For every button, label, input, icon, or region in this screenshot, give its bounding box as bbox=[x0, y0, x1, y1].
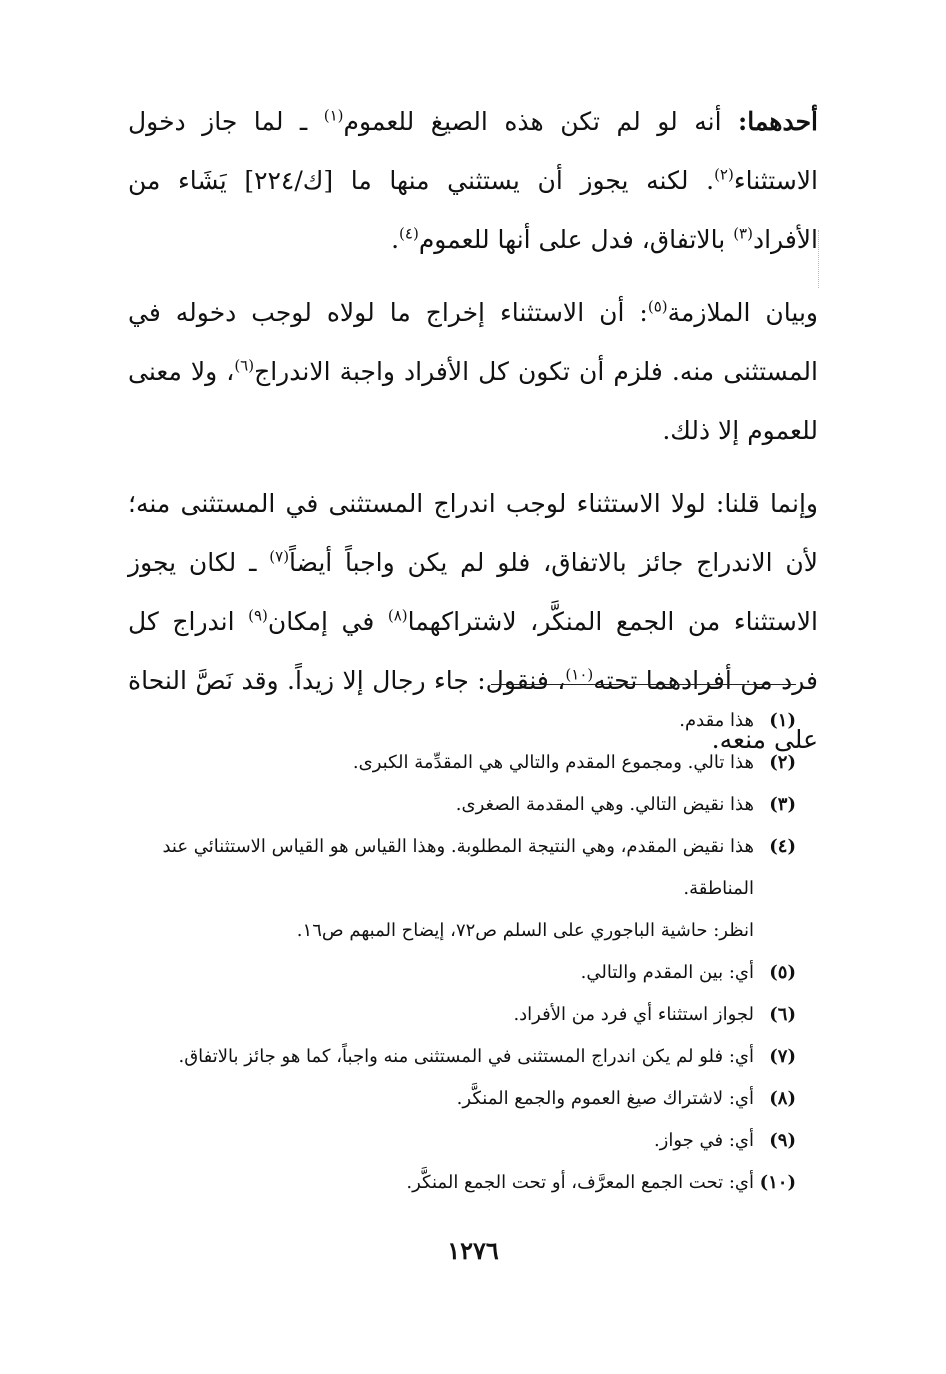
text-segment: . bbox=[391, 225, 400, 254]
text-segment: . لكنه يجوز أن يستثني منها ما bbox=[333, 166, 715, 195]
footnote-text: أي: بين المقدم والتالي. bbox=[580, 962, 754, 983]
paragraph-lead: أحدهما: bbox=[737, 107, 818, 136]
text-segment: وبيان الملازمة bbox=[667, 298, 818, 327]
footnote-item bbox=[126, 700, 796, 742]
footnote-text: هذا نقيض المقدم، وهي النتيجة المطلوبة. وهذا القياس هو القياس الاستثنائي عند المناطقة. bbox=[162, 836, 754, 899]
footnote-marker[interactable]: (٢) bbox=[714, 165, 734, 184]
paragraph-1 bbox=[128, 92, 818, 269]
footnote-item bbox=[126, 1036, 796, 1078]
footnote-marker[interactable]: (١٠) bbox=[565, 665, 594, 684]
footnote-marker[interactable]: (٦) bbox=[234, 356, 255, 375]
footnote-text: هذا مقدم. bbox=[679, 710, 754, 731]
footnote-text: لجواز استثناء أي فرد من الأفراد. bbox=[513, 1004, 754, 1025]
main-text bbox=[128, 92, 818, 783]
paragraph-2 bbox=[128, 283, 818, 460]
margin-mark bbox=[818, 230, 821, 288]
footnotes-section bbox=[126, 700, 796, 1204]
footnote-item bbox=[126, 784, 796, 826]
text-segment: اندراج كل فرد من أفرادهما تحته bbox=[128, 607, 818, 695]
footnote-number: (٩) bbox=[769, 1130, 796, 1151]
text-segment: ، فنقول: جاء رجال إلا زيداً. وقد نَصَّ النحاة على منعه. bbox=[128, 666, 818, 754]
text-segment: ، ولا معنى للعموم إلا ذلك. bbox=[128, 357, 818, 445]
footnote-marker[interactable]: (٤) bbox=[399, 224, 419, 243]
footnote-text: هذا تالي. ومجموع المقدم والتالي هي المقدِّمة الكبرى. bbox=[352, 752, 754, 773]
footnote-item bbox=[126, 826, 796, 910]
text-segment: أنه لو لم تكن هذه الصيغ للعموم bbox=[343, 107, 738, 136]
footnote-marker[interactable]: (٥) bbox=[647, 297, 668, 316]
footnote-number: (٨) bbox=[769, 1088, 796, 1109]
text-segment: وإنما قلنا: لولا الاستثناء لوجب اندراج المستثنى في المستثنى منه؛ لأن الاندراج جائز بالاتفاق، فلو لم يكن واجباً أيضاً bbox=[128, 489, 818, 577]
footnote-item bbox=[126, 1120, 796, 1162]
footnote-text: هذا نقيض التالي. وهي المقدمة الصغرى. bbox=[455, 794, 754, 815]
footnote-number: (٣) bbox=[769, 794, 796, 815]
footnote-text: أي: في جواز. bbox=[653, 1130, 754, 1151]
text-segment: بالاتفاق، فدل على أنها للعموم bbox=[418, 225, 734, 254]
footnote-text: أي: فلو لم يكن اندراج المستثنى في المستثنى منه واجباً، كما هو جائز بالاتفاق. bbox=[178, 1046, 754, 1067]
footnote-number: (٧) bbox=[769, 1046, 796, 1067]
footnote-number: (٤) bbox=[769, 836, 796, 857]
text-segment: يَشَاء من الأفراد bbox=[128, 166, 818, 254]
text-segment: في إمكان bbox=[267, 607, 388, 636]
footnote-marker[interactable]: (٨) bbox=[387, 606, 408, 625]
footnote-item bbox=[126, 952, 796, 994]
text-segment: ـ لكان يجوز الاستثناء من الجمع المنكَّر، لاشتراكهما bbox=[128, 548, 818, 636]
footnote-text: أي: لاشتراك صيغ العموم والجمع المنكَّر. bbox=[456, 1088, 754, 1109]
footnote-item bbox=[126, 1078, 796, 1120]
footnote-marker[interactable]: (٣) bbox=[733, 224, 753, 243]
page-number: ١٢٧٦ bbox=[447, 1236, 499, 1265]
footnote-number: (٢) bbox=[769, 752, 796, 773]
footnote-text: أي: تحت الجمع المعرَّف، أو تحت الجمع المنكَّر. bbox=[406, 1172, 754, 1193]
footnote-number: (٥) bbox=[769, 962, 796, 983]
footnote-number: (١٠) bbox=[759, 1172, 796, 1193]
text-segment: ـ لما جاز دخول الاستثناء bbox=[128, 107, 818, 195]
footnote-number: (٦) bbox=[769, 1004, 796, 1025]
footnote-marker[interactable]: (٩) bbox=[248, 606, 268, 625]
footnote-item bbox=[126, 1162, 796, 1204]
footnote-source: انظر: حاشية الباجوري على السلم ص٧٢، إيضاح المبهم ص١٦. bbox=[296, 920, 754, 941]
text-segment: : أن الاستثناء إخراج ما لولاه لوجب دخوله في المستثنى منه. فلزم أن تكون كل الأفراد واجبة الاندراج bbox=[128, 298, 818, 386]
footnote-marker[interactable]: (١) bbox=[323, 106, 344, 125]
footnote-item bbox=[126, 742, 796, 784]
footnote-item bbox=[126, 994, 796, 1036]
footnote-divider bbox=[491, 684, 796, 685]
footnote-marker[interactable]: (٧) bbox=[269, 547, 290, 566]
manuscript-reference: [ك/٢٢٤] bbox=[244, 166, 334, 195]
footnote-number: (١) bbox=[769, 710, 796, 731]
